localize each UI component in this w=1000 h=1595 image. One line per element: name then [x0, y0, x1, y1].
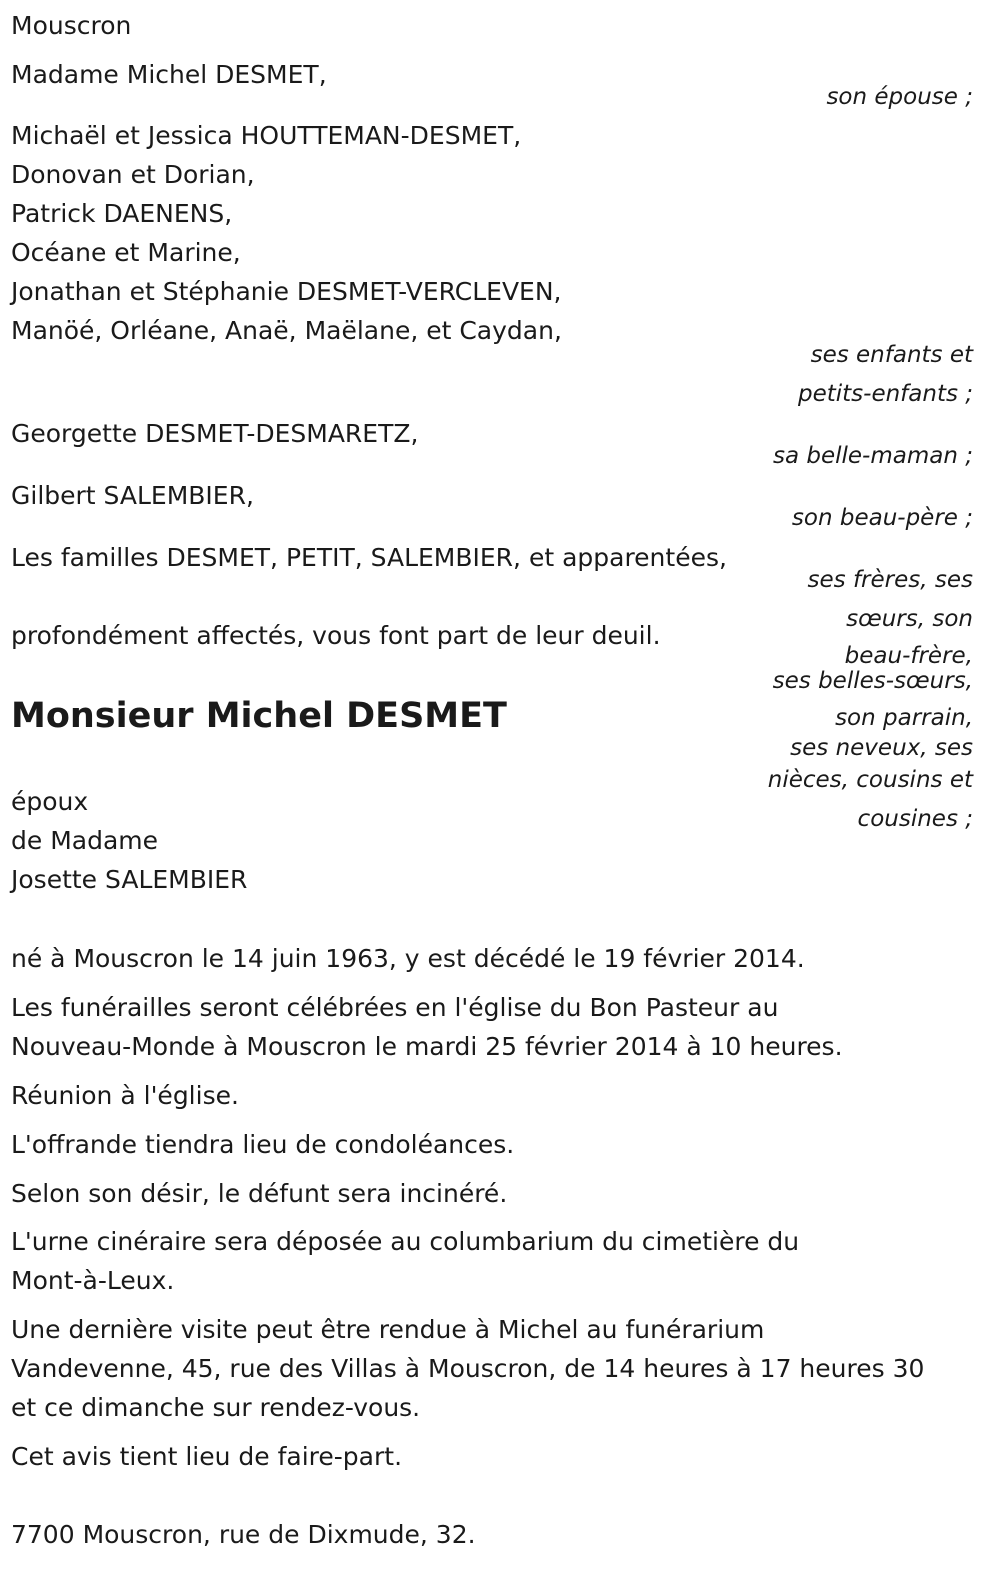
visit-paragraph: Une dernière visite peut être rendue à Michel au funérarium Vandevenne, 45, rue des Villas à Mouscron, de 14 heures à 17 heures 30 et ce dimanche sur rendez-vous. — [11, 1315, 925, 1422]
offering-line: L'offrande tiendra lieu de condoléances. — [11, 1130, 515, 1159]
address-line: 7700 Mouscron, rue de Dixmude, 32. — [11, 1520, 476, 1549]
funeral-paragraph: Les funérailles seront célébrées en l'église du Bon Pasteur au Nouveau-Monde à Mouscron le mardi 25 février 2014 à 10 heures. — [11, 993, 843, 1061]
birth-death-line: né à Mouscron le 14 juin 1963, y est décédé le 19 février 2014. — [11, 944, 805, 973]
urn-paragraph: L'urne cinéraire sera déposée au columbarium du cimetière du Mont-à-Leux. — [11, 1227, 800, 1295]
families-line: Les familles DESMET, PETIT, SALEMBIER, et apparentées, — [11, 543, 727, 572]
mother-in-law-relation: sa belle-maman ; — [772, 443, 973, 469]
children-list — [11, 116, 562, 350]
families-relation: ses frères, ses sœurs, son beau-frère, ses belles-sœurs, son parrain, ses neveux, ses nièces, cousins et cousines ; — [767, 567, 973, 832]
deceased-name: Monsieur Michel DESMET — [11, 696, 507, 736]
list-item: Manöé, Orléane, Anaë, Maëlane, et Caydan, — [11, 316, 562, 345]
cremation-line: Selon son désir, le défunt sera incinéré. — [11, 1179, 508, 1208]
list-item: Jonathan et Stéphanie DESMET-VERCLEVEN, — [11, 277, 562, 306]
father-in-law-relation: son beau-père ; — [791, 505, 973, 531]
place-header: Mouscron — [11, 11, 132, 40]
list-item: Océane et Marine, — [11, 238, 241, 267]
list-item: Patrick DAENENS, — [11, 199, 233, 228]
wife-relation: son épouse ; — [826, 84, 973, 110]
meeting-line: Réunion à l'église. — [11, 1081, 239, 1110]
affected-line: profondément affectés, vous font part de leur deuil. — [11, 621, 661, 650]
father-in-law-name: Gilbert SALEMBIER, — [11, 481, 254, 510]
notice-line: Cet avis tient lieu de faire-part. — [11, 1442, 403, 1471]
list-item: Donovan et Dorian, — [11, 160, 255, 189]
wife-name: Madame Michel DESMET, — [11, 60, 327, 89]
mother-in-law-name: Georgette DESMET-DESMARETZ, — [11, 419, 419, 448]
spouse-of: époux de Madame Josette SALEMBIER — [11, 787, 248, 894]
list-item: Michaël et Jessica HOUTTEMAN-DESMET, — [11, 121, 522, 150]
children-relation: ses enfants et petits-enfants ; — [797, 342, 973, 407]
